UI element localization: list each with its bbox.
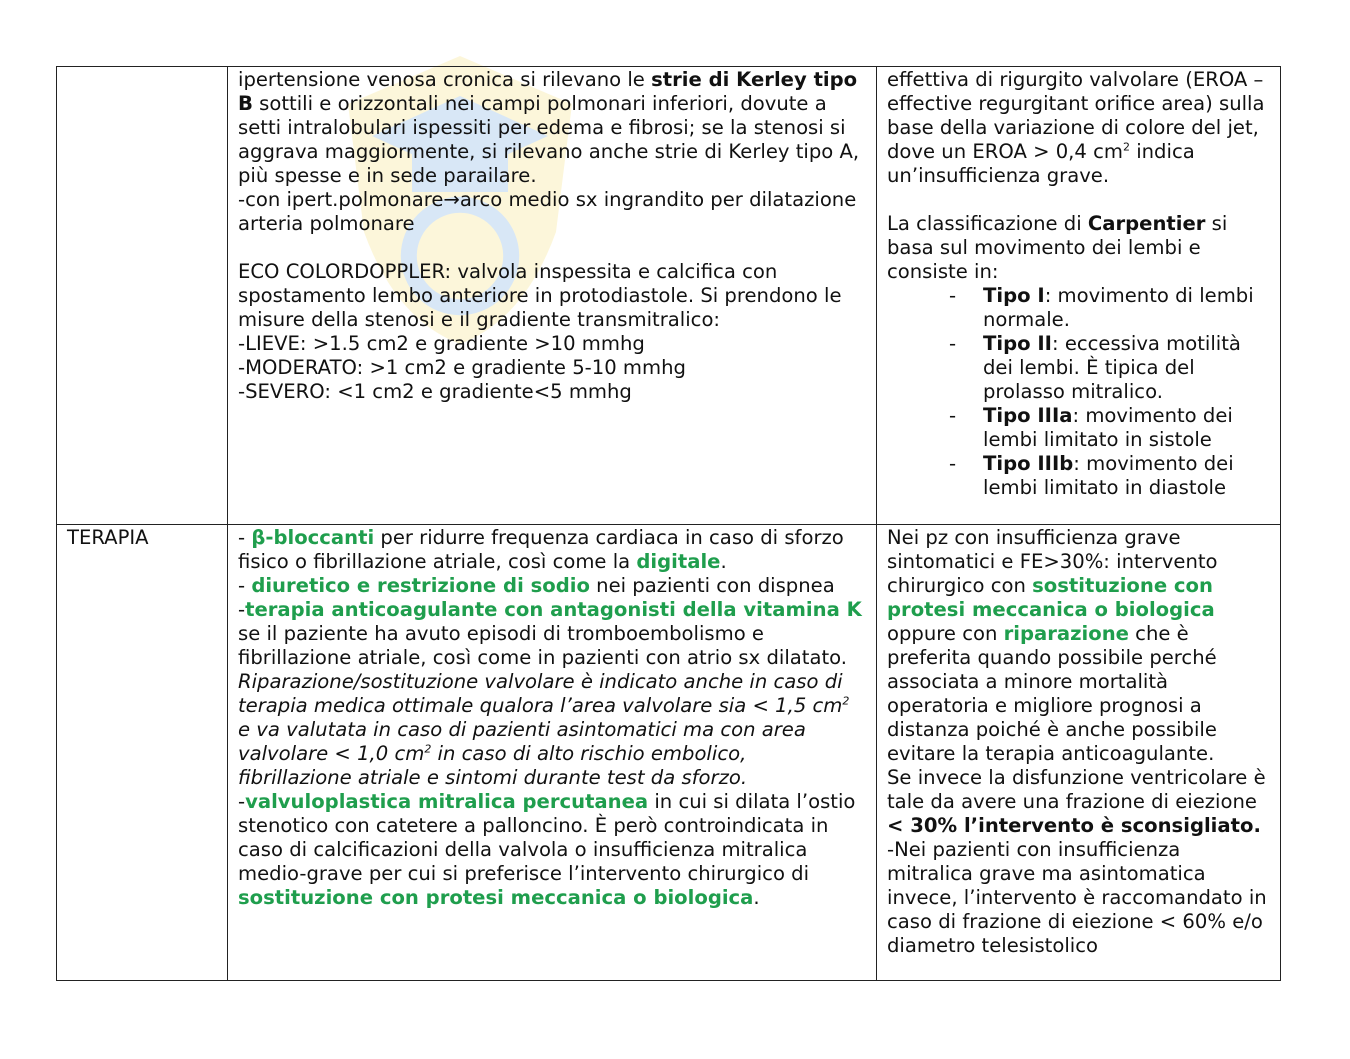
- list-item: [887, 452, 1270, 500]
- list-item: [887, 284, 1270, 332]
- list-item: [887, 332, 1270, 404]
- text-run: per ridurre frequenza cardiaca in caso di sforzo fisico o fibrillazione atriale, così come la: [238, 526, 844, 573]
- text-run: e va valutata in caso di pazienti asintomatici ma con area valvolare < 1,0 cm: [238, 718, 806, 765]
- text-run: : movimento dei lembi limitato in diastole: [983, 452, 1234, 499]
- paragraph: [887, 526, 1270, 766]
- text-run: .: [753, 886, 760, 909]
- paragraph: [238, 598, 866, 670]
- row-label: TERAPIA: [67, 526, 149, 549]
- text-run: effettiva di rigurgito valvolare (EROA – effective regurgitant orifice area) sulla base della variazione di colore del jet, dove un EROA > 0,4 cm: [887, 68, 1265, 163]
- paragraph: -con ipert.polmonare→arco medio sx ingrandito per dilatazione arteria polmonare: [238, 188, 857, 235]
- highlight-text: terapia anticoagulante con antagonisti della vitamina K: [245, 598, 862, 621]
- highlight-text: valvuloplastica mitralica percutanea: [245, 790, 649, 813]
- paragraph: ECO COLORDOPPLER: valvola inspessita e calcifica con spostamento lembo anteriore in protodiastole. Si prendono le misure della stenosi e il gradiente transmitralico:: [238, 260, 842, 331]
- text-run: : eccessiva motilità dei lembi. È tipica del prolasso mitralico.: [983, 332, 1241, 403]
- diagnosis-cell: [228, 67, 877, 525]
- paragraph: [887, 68, 1270, 188]
- row-label-cell: [57, 525, 228, 981]
- text-run: .: [720, 550, 727, 573]
- bold-text: Tipo IIIa: [983, 404, 1073, 427]
- superscript: 2: [424, 742, 432, 756]
- highlight-text: β-bloccanti: [251, 526, 375, 549]
- table-row: [57, 525, 1281, 981]
- paragraph: [238, 526, 866, 574]
- text-run: -: [238, 598, 246, 621]
- highlight-text: sostituzione con protesi meccanica o biologica: [887, 574, 1215, 621]
- insufficiency-cell: [877, 67, 1281, 525]
- text-run: in cui si dilata l’ostio stenotico con catetere a palloncino. È però controindicata in caso di calcificazioni della valvola o insufficienza mitralica medio-grave per cui si preferisce l’intervento chirurgico di: [238, 790, 856, 885]
- text-run: in caso di alto rischio embolico, fibrillazione atriale e sintomi durante test da sforzo.: [238, 742, 748, 789]
- list-item: [887, 404, 1270, 452]
- therapy-stenosis-cell: [228, 525, 877, 981]
- italic-paragraph: [238, 670, 866, 790]
- list-item: -MODERATO: >1 cm2 e gradiente 5-10 mmhg: [238, 356, 686, 379]
- dash-bullet: -: [949, 284, 957, 307]
- highlight-text: diuretico e restrizione di sodio: [251, 574, 590, 597]
- text-run: indica un’insufficienza grave.: [887, 140, 1195, 187]
- row-label-cell: [57, 67, 228, 525]
- bold-text: strie di Kerley tipo B: [238, 68, 858, 115]
- bold-text: < 30% l’intervento è sconsigliato.: [887, 814, 1261, 837]
- text-run: se il paziente ha avuto episodi di tromboembolismo e fibrillazione atriale, così come in pazienti con atrio sx dilatato.: [238, 622, 848, 669]
- paragraph: [887, 212, 1270, 284]
- text-run: -: [238, 574, 252, 597]
- text-run: sottili e orizzontali nei campi polmonari inferiori, dovute a setti intralobulari ispessiti per edema e fibrosi; se la stenosi si aggrava maggiormente, si rilevano anche strie di Kerley tipo A, più spesse e in sede parailare.: [238, 92, 860, 187]
- text-run: Nei pz con insufficienza grave sintomatici e FE>30%: intervento chirurgico con: [887, 526, 1218, 597]
- list-item: -SEVERO: <1 cm2 e gradiente<5 mmhg: [238, 380, 632, 403]
- text-run: -: [238, 526, 252, 549]
- paragraph: [238, 574, 866, 598]
- bold-text: Carpentier: [1087, 212, 1206, 235]
- text-run: nei pazienti con dispnea: [589, 574, 835, 597]
- bold-text: Tipo IIIb: [983, 452, 1074, 475]
- highlight-text: digitale: [636, 550, 721, 573]
- text-run: Se invece la disfunzione ventricolare è tale da avere una frazione di eiezione: [887, 766, 1266, 813]
- table-row: [57, 67, 1281, 525]
- paragraph: -Nei pazienti con insufficienza mitralica grave ma asintomatica invece, l’intervento è raccomandato in caso di frazione di eiezione < 60% e/o diametro telesistolico: [887, 838, 1267, 957]
- text-run: oppure con: [887, 622, 1004, 645]
- paragraph: [887, 766, 1270, 838]
- text-run: si basa sul movimento dei lembi e consiste in:: [887, 212, 1228, 283]
- text-run: Riparazione/sostituzione valvolare è indicato anche in caso di terapia medica ottimale qualora l’area valvolare sia < 1,5 cm: [238, 670, 843, 717]
- highlight-text: riparazione: [1003, 622, 1129, 645]
- carpentier-list: [887, 284, 1270, 500]
- text-run: che è preferita quando possibile perché associata a minore mortalità operatoria e migliore prognosi a distanza poiché è anche possibile evitare la terapia anticoagulante.: [887, 622, 1217, 765]
- superscript: 2: [1122, 140, 1130, 154]
- superscript: 2: [842, 694, 850, 708]
- dash-bullet: -: [949, 452, 957, 475]
- text-run: La classificazione di: [887, 212, 1088, 235]
- bold-text: Tipo I: [983, 284, 1045, 307]
- text-run: ipertensione venosa cronica si rilevano le: [238, 68, 652, 91]
- paragraph: [238, 68, 866, 188]
- dash-bullet: -: [949, 332, 957, 355]
- list-item: -LIEVE: >1.5 cm2 e gradiente >10 mmhg: [238, 332, 645, 355]
- content-table: [56, 66, 1281, 981]
- dash-bullet: -: [949, 404, 957, 427]
- bold-text: Tipo II: [983, 332, 1052, 355]
- therapy-insufficiency-cell: [877, 525, 1281, 981]
- paragraph: [238, 790, 866, 910]
- text-run: : movimento di lembi normale.: [983, 284, 1254, 331]
- text-run: -: [238, 790, 246, 813]
- highlight-text: sostituzione con protesi meccanica o biologica: [238, 886, 754, 909]
- text-run: : movimento dei lembi limitato in sistole: [983, 404, 1233, 451]
